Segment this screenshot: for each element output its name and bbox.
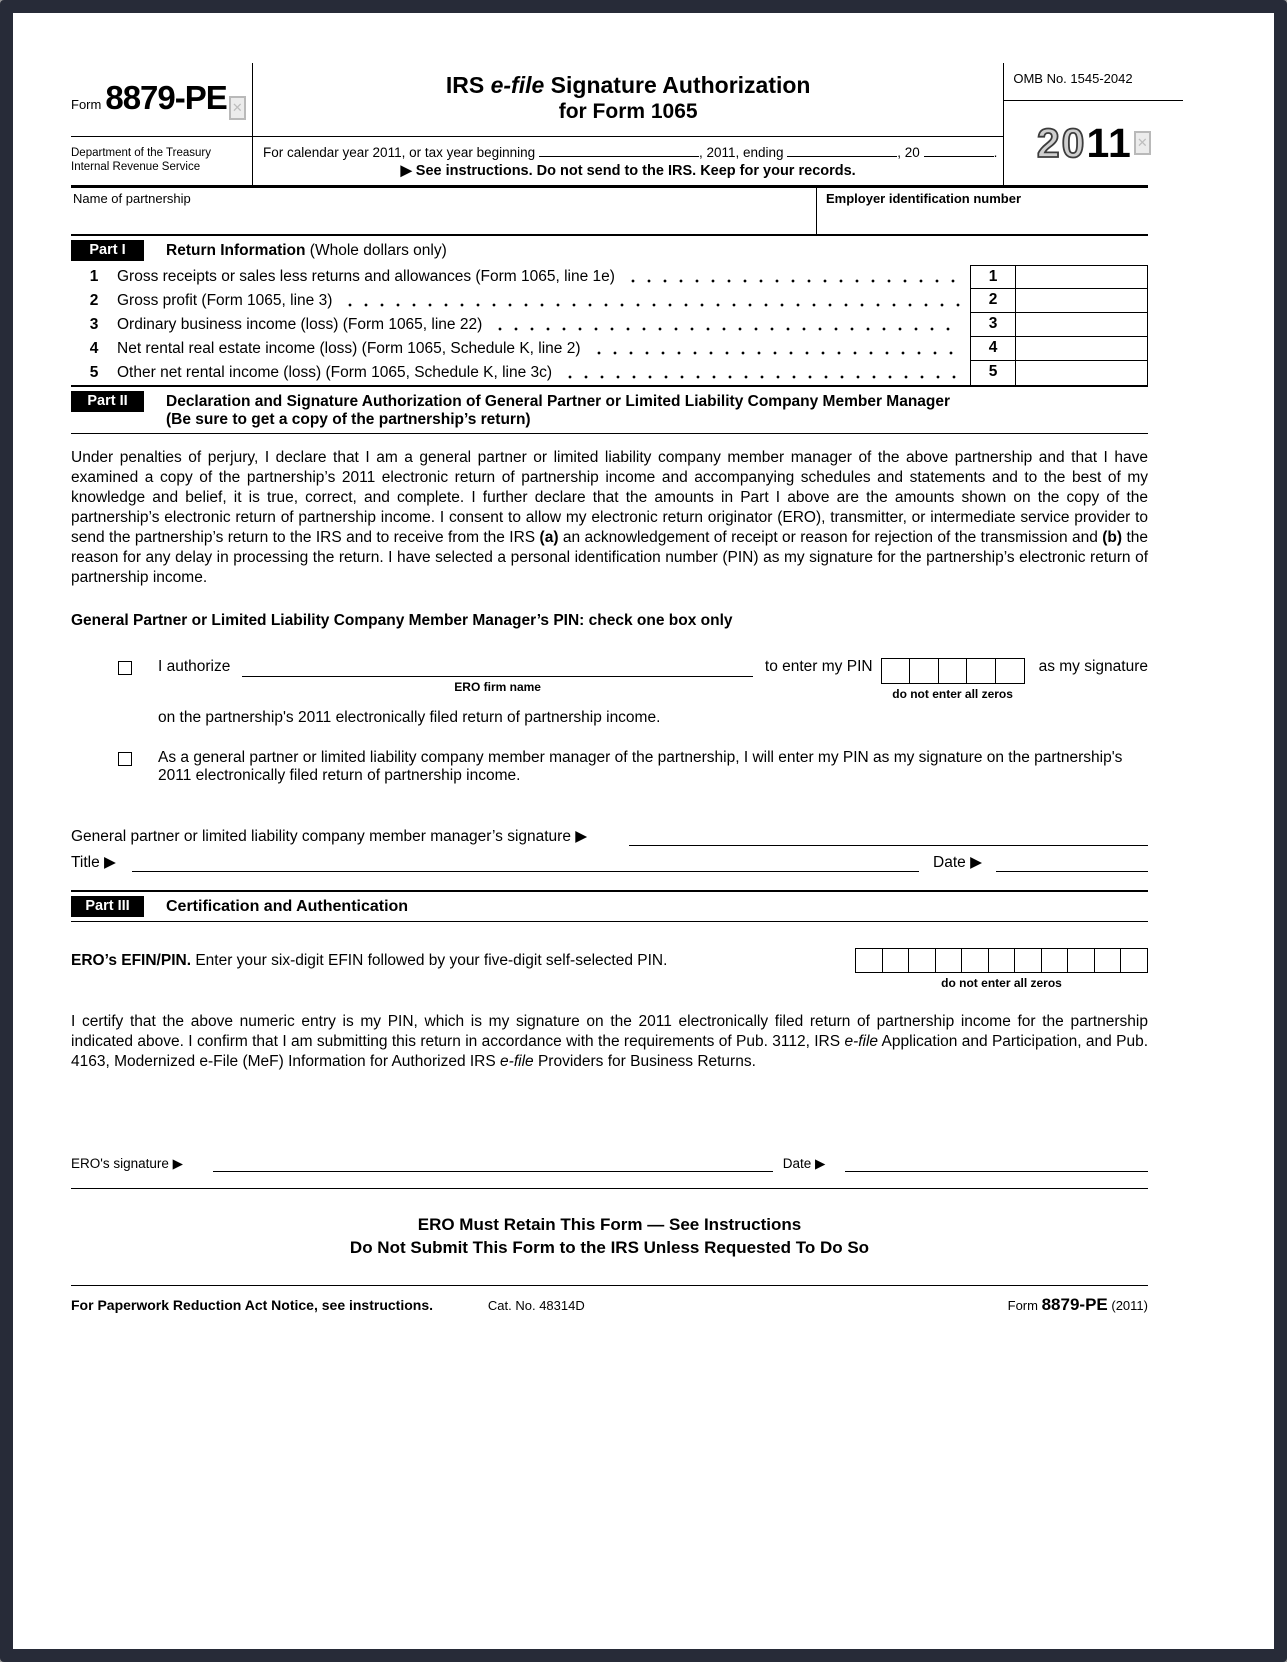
efin-digit-box[interactable] — [1094, 948, 1122, 973]
paperwork-notice: For Paperwork Reduction Act Notice, see instructions. — [71, 1297, 433, 1313]
year-bold: 11 — [1086, 119, 1132, 166]
part2-header — [71, 385, 1148, 434]
form-title-line2: for Form 1065 — [558, 100, 698, 123]
form-title — [253, 63, 1003, 137]
retention-line1: ERO Must Retain This Form — See Instructions — [417, 1215, 802, 1234]
declaration-a: (a) — [539, 529, 559, 546]
efin-bold: ERO’s EFIN/PIN. — [71, 952, 192, 969]
line-description: Other net rental income (loss) (Form 1065, Schedule K, line 3c) — [117, 364, 553, 381]
part1-chip: Part I — [71, 240, 144, 261]
ero-date-label: Date ▶ — [782, 1156, 826, 1171]
line-number-box: 4 — [970, 337, 1016, 361]
part1-title-text: Return Information — [166, 242, 306, 259]
scan-artifact-box: ✕ — [229, 96, 246, 120]
line-number-box: 2 — [970, 289, 1016, 313]
certify-efile2: e-file — [500, 1053, 534, 1070]
efin-pin-wrap — [855, 948, 1148, 990]
efin-text: Enter your six-digit EFIN followed by your five-digit self-selected PIN. — [191, 952, 668, 969]
part1-table — [71, 265, 1148, 385]
efin-digit-box[interactable] — [1067, 948, 1095, 973]
catalog-number: Cat. No. 48314D — [487, 1298, 585, 1313]
line-number: 1 — [89, 268, 99, 285]
form-header — [71, 63, 1148, 188]
amount-field-3[interactable] — [1016, 313, 1148, 337]
date-field[interactable] — [996, 854, 1148, 872]
form-number: 8879-PE — [105, 79, 227, 116]
header-right — [1003, 63, 1183, 185]
ero-firm-name-label: ERO firm name — [454, 680, 541, 694]
amount-field-5[interactable] — [1016, 361, 1148, 385]
part2-chip: Part II — [71, 391, 144, 412]
line-number: 3 — [89, 316, 99, 333]
retention-notice — [71, 1213, 1148, 1259]
department-block — [71, 137, 252, 185]
certify-seg3: Providers for Business Returns. — [533, 1053, 756, 1070]
table-row — [71, 289, 1148, 313]
authorize-ero-checkbox[interactable] — [118, 661, 132, 675]
amount-field-4[interactable] — [1016, 337, 1148, 361]
form-number-block — [71, 63, 252, 137]
self-enter-pin-option — [71, 749, 1148, 785]
title-label: Title ▶ — [71, 854, 116, 871]
ein-field[interactable]: Employer identification number — [816, 188, 1148, 234]
declaration-seg1: Under penalties of perjury, I declare that I am a general partner or limited liability company member manager of the above partnership and that I have examined a copy of the partnership’s 2011 electronic return of partnership income and accompanying schedules and statements and to the best of my knowledge and belief, it is true, correct, and complete. I further declare that the amounts in Part I above are the amounts shown on the copy of the partnership’s electronic return of partnership income. I consent to allow my electronic return originator (ERO), transmitter, or intermediate service provider to send the partnership’s return to the IRS and to receive from the IRS — [71, 449, 1148, 546]
partner-pin-wrap — [881, 658, 1025, 701]
certify-seg1: I certify that the above numeric entry is my PIN, which is my signature on the 2011 electronically filed return of partnership income for the partnership indicated above. I confirm that I am submitting this return in accordance with the requirements of Pub. 3112, IRS — [71, 1013, 1148, 1050]
line-description: Gross receipts or sales less returns and allowances (Form 1065, line 1e) — [117, 268, 615, 285]
efin-zeros-note: do not enter all zeros — [941, 976, 1062, 990]
footer-form-num: 8879-PE — [1041, 1295, 1108, 1314]
declaration-b: (b) — [1102, 529, 1123, 546]
calendar-seg3: , 20 — [897, 145, 920, 160]
title-date-row — [71, 853, 1148, 872]
title-efile: e-file — [490, 72, 545, 98]
form-footer — [71, 1295, 1148, 1315]
part3-chip: Part III — [71, 896, 144, 917]
self-enter-pin-text: As a general partner or limited liability company member manager of the partnership, I will enter my PIN as my signature on the partnership's 2011 electronically filed return of partnership income. — [158, 749, 1123, 784]
efin-digit-box[interactable] — [855, 948, 883, 973]
partnership-name-field[interactable]: Name of partnership — [73, 191, 191, 206]
pin-digit-box[interactable] — [938, 658, 968, 684]
pin-zeros-note: do not enter all zeros — [892, 687, 1013, 701]
table-row — [71, 361, 1148, 385]
authorize-ero-body — [158, 658, 1148, 727]
part2-title-line1: Declaration and Signature Authorization of General Partner or Limited Liability Company Member Manager — [166, 393, 951, 410]
line-number: 2 — [89, 292, 99, 309]
partner-signature-label: General partner or limited liability company member manager’s signature ▶ — [71, 828, 588, 845]
dot-leader — [342, 289, 962, 313]
divider — [71, 1188, 1148, 1189]
footer-divider — [71, 1285, 1148, 1286]
form-word: Form — [71, 97, 102, 112]
part3-title: Certification and Authentication — [166, 898, 409, 915]
year-outline: 20 — [1036, 119, 1087, 166]
authorize-post: as my signature — [1038, 658, 1148, 675]
part2-title-line2: (Be sure to get a copy of the partnership’s return) — [166, 411, 531, 428]
self-enter-pin-checkbox[interactable] — [118, 752, 132, 766]
partner-signature-field[interactable] — [629, 828, 1148, 846]
footer-form-number — [801, 1295, 1148, 1315]
declaration-seg3: the reason for any delay in processing the return. I have selected a personal identification number (PIN) as my signature for the partnership’s electronic return of partnership income. — [71, 529, 1148, 586]
dept-line2: Internal Revenue Service — [71, 161, 201, 173]
tax-year-display — [1004, 101, 1183, 185]
tax-year-field[interactable] — [924, 144, 994, 157]
footer-form-word: Form — [1007, 1298, 1042, 1313]
form-content — [13, 13, 1274, 1315]
pin-digit-box[interactable] — [881, 658, 911, 684]
line-description: Net rental real estate income (loss) (Form 1065, Schedule K, line 2) — [117, 340, 581, 357]
efin-digit-box[interactable] — [935, 948, 963, 973]
form-title-line1 — [253, 72, 1003, 99]
declaration-paragraph — [71, 448, 1148, 588]
ero-firm-name-wrap — [242, 658, 753, 694]
title-post: Signature Authorization — [544, 72, 811, 98]
tax-year-ending-field[interactable] — [787, 144, 897, 157]
scan-artifact-box: ✕ — [1134, 131, 1151, 155]
dept-line1: Department of the Treasury — [71, 147, 211, 159]
calendar-seg1: For calendar year 2011, or tax year beginning — [263, 145, 536, 160]
certify-efile1: e-file — [844, 1033, 879, 1050]
dot-leader — [492, 313, 962, 337]
part3-header — [71, 890, 1148, 922]
ero-date-field[interactable] — [845, 1154, 1148, 1172]
part2-title — [144, 391, 950, 429]
efin-digit-box[interactable] — [1120, 948, 1148, 973]
header-left — [71, 63, 253, 185]
see-instructions-note: ▶ See instructions. Do not send to the IRS. Keep for your records. — [400, 163, 856, 179]
table-row — [71, 265, 1148, 289]
efin-pin-boxes — [855, 948, 1148, 973]
efin-digit-box[interactable] — [961, 948, 989, 973]
amount-field-1[interactable] — [1016, 265, 1148, 289]
partner-signature-row — [71, 827, 1148, 846]
ero-signature-label: ERO's signature ▶ — [71, 1156, 184, 1171]
part1-title — [144, 240, 447, 260]
line-number-box: 3 — [970, 313, 1016, 337]
authorize-line2: on the partnership's 2011 electronically filed return of partnership income. — [158, 709, 661, 726]
pin-digit-box[interactable] — [909, 658, 939, 684]
title-field[interactable] — [132, 854, 919, 872]
certify-seg2: Application and Participation, and Pub. 4163, Modernized e-File (MeF) Information for Authorized IRS — [71, 1033, 1148, 1070]
calendar-seg4: . — [993, 145, 998, 160]
line-number-box: 5 — [970, 361, 1016, 385]
ero-signature-field[interactable] — [213, 1154, 773, 1172]
calendar-year-line — [253, 137, 1003, 160]
footer-form-year: (2011) — [1107, 1298, 1148, 1313]
line-number: 4 — [89, 340, 99, 357]
efin-digit-box[interactable] — [1041, 948, 1069, 973]
title-pre: IRS — [445, 72, 491, 98]
efin-instruction — [71, 948, 855, 970]
line-number-box: 1 — [970, 265, 1016, 289]
pin-digit-box[interactable] — [995, 658, 1025, 684]
table-row — [71, 313, 1148, 337]
pin-heading: General Partner or Limited Liability Company Member Manager’s PIN: check one box only — [71, 612, 733, 629]
efin-digit-box[interactable] — [988, 948, 1016, 973]
calendar-seg2: , 2011, ending — [698, 145, 784, 160]
ero-signature-row — [71, 1154, 1148, 1172]
pin-digit-box[interactable] — [966, 658, 996, 684]
date-label: Date ▶ — [933, 854, 982, 871]
efin-digit-box[interactable] — [908, 948, 936, 973]
tax-year-beginning-field[interactable] — [539, 144, 699, 157]
table-row — [71, 337, 1148, 361]
line-description: Ordinary business income (loss) (Form 1065, line 22) — [117, 316, 483, 333]
amount-field-2[interactable] — [1016, 289, 1148, 313]
header-middle — [253, 63, 1003, 185]
certification-paragraph — [71, 1012, 1148, 1072]
identification-row — [71, 188, 1148, 236]
part1-title-note: (Whole dollars only) — [305, 242, 447, 259]
efin-digit-box[interactable] — [1014, 948, 1042, 973]
line-description: Gross profit (Form 1065, line 3) — [117, 292, 333, 309]
authorize-pre: I authorize — [158, 658, 231, 675]
authorize-ero-option — [71, 658, 1148, 727]
dot-leader — [591, 337, 963, 361]
partner-pin-boxes — [881, 658, 1025, 684]
authorize-mid: to enter my PIN — [764, 658, 873, 675]
dot-leader — [562, 361, 962, 385]
retention-line2: Do Not Submit This Form to the IRS Unless Requested To Do So — [349, 1238, 870, 1257]
authorize-line — [158, 658, 1148, 701]
omb-number: OMB No. 1545-2042 — [1004, 63, 1183, 101]
part1-header — [71, 236, 1148, 265]
dot-leader — [625, 265, 962, 289]
efin-digit-box[interactable] — [882, 948, 910, 973]
ero-firm-name-field[interactable] — [242, 658, 753, 677]
efin-row — [71, 948, 1148, 990]
declaration-seg2: an acknowledgement of receipt or reason for rejection of the transmission and — [558, 529, 1103, 546]
line-number: 5 — [89, 364, 99, 381]
